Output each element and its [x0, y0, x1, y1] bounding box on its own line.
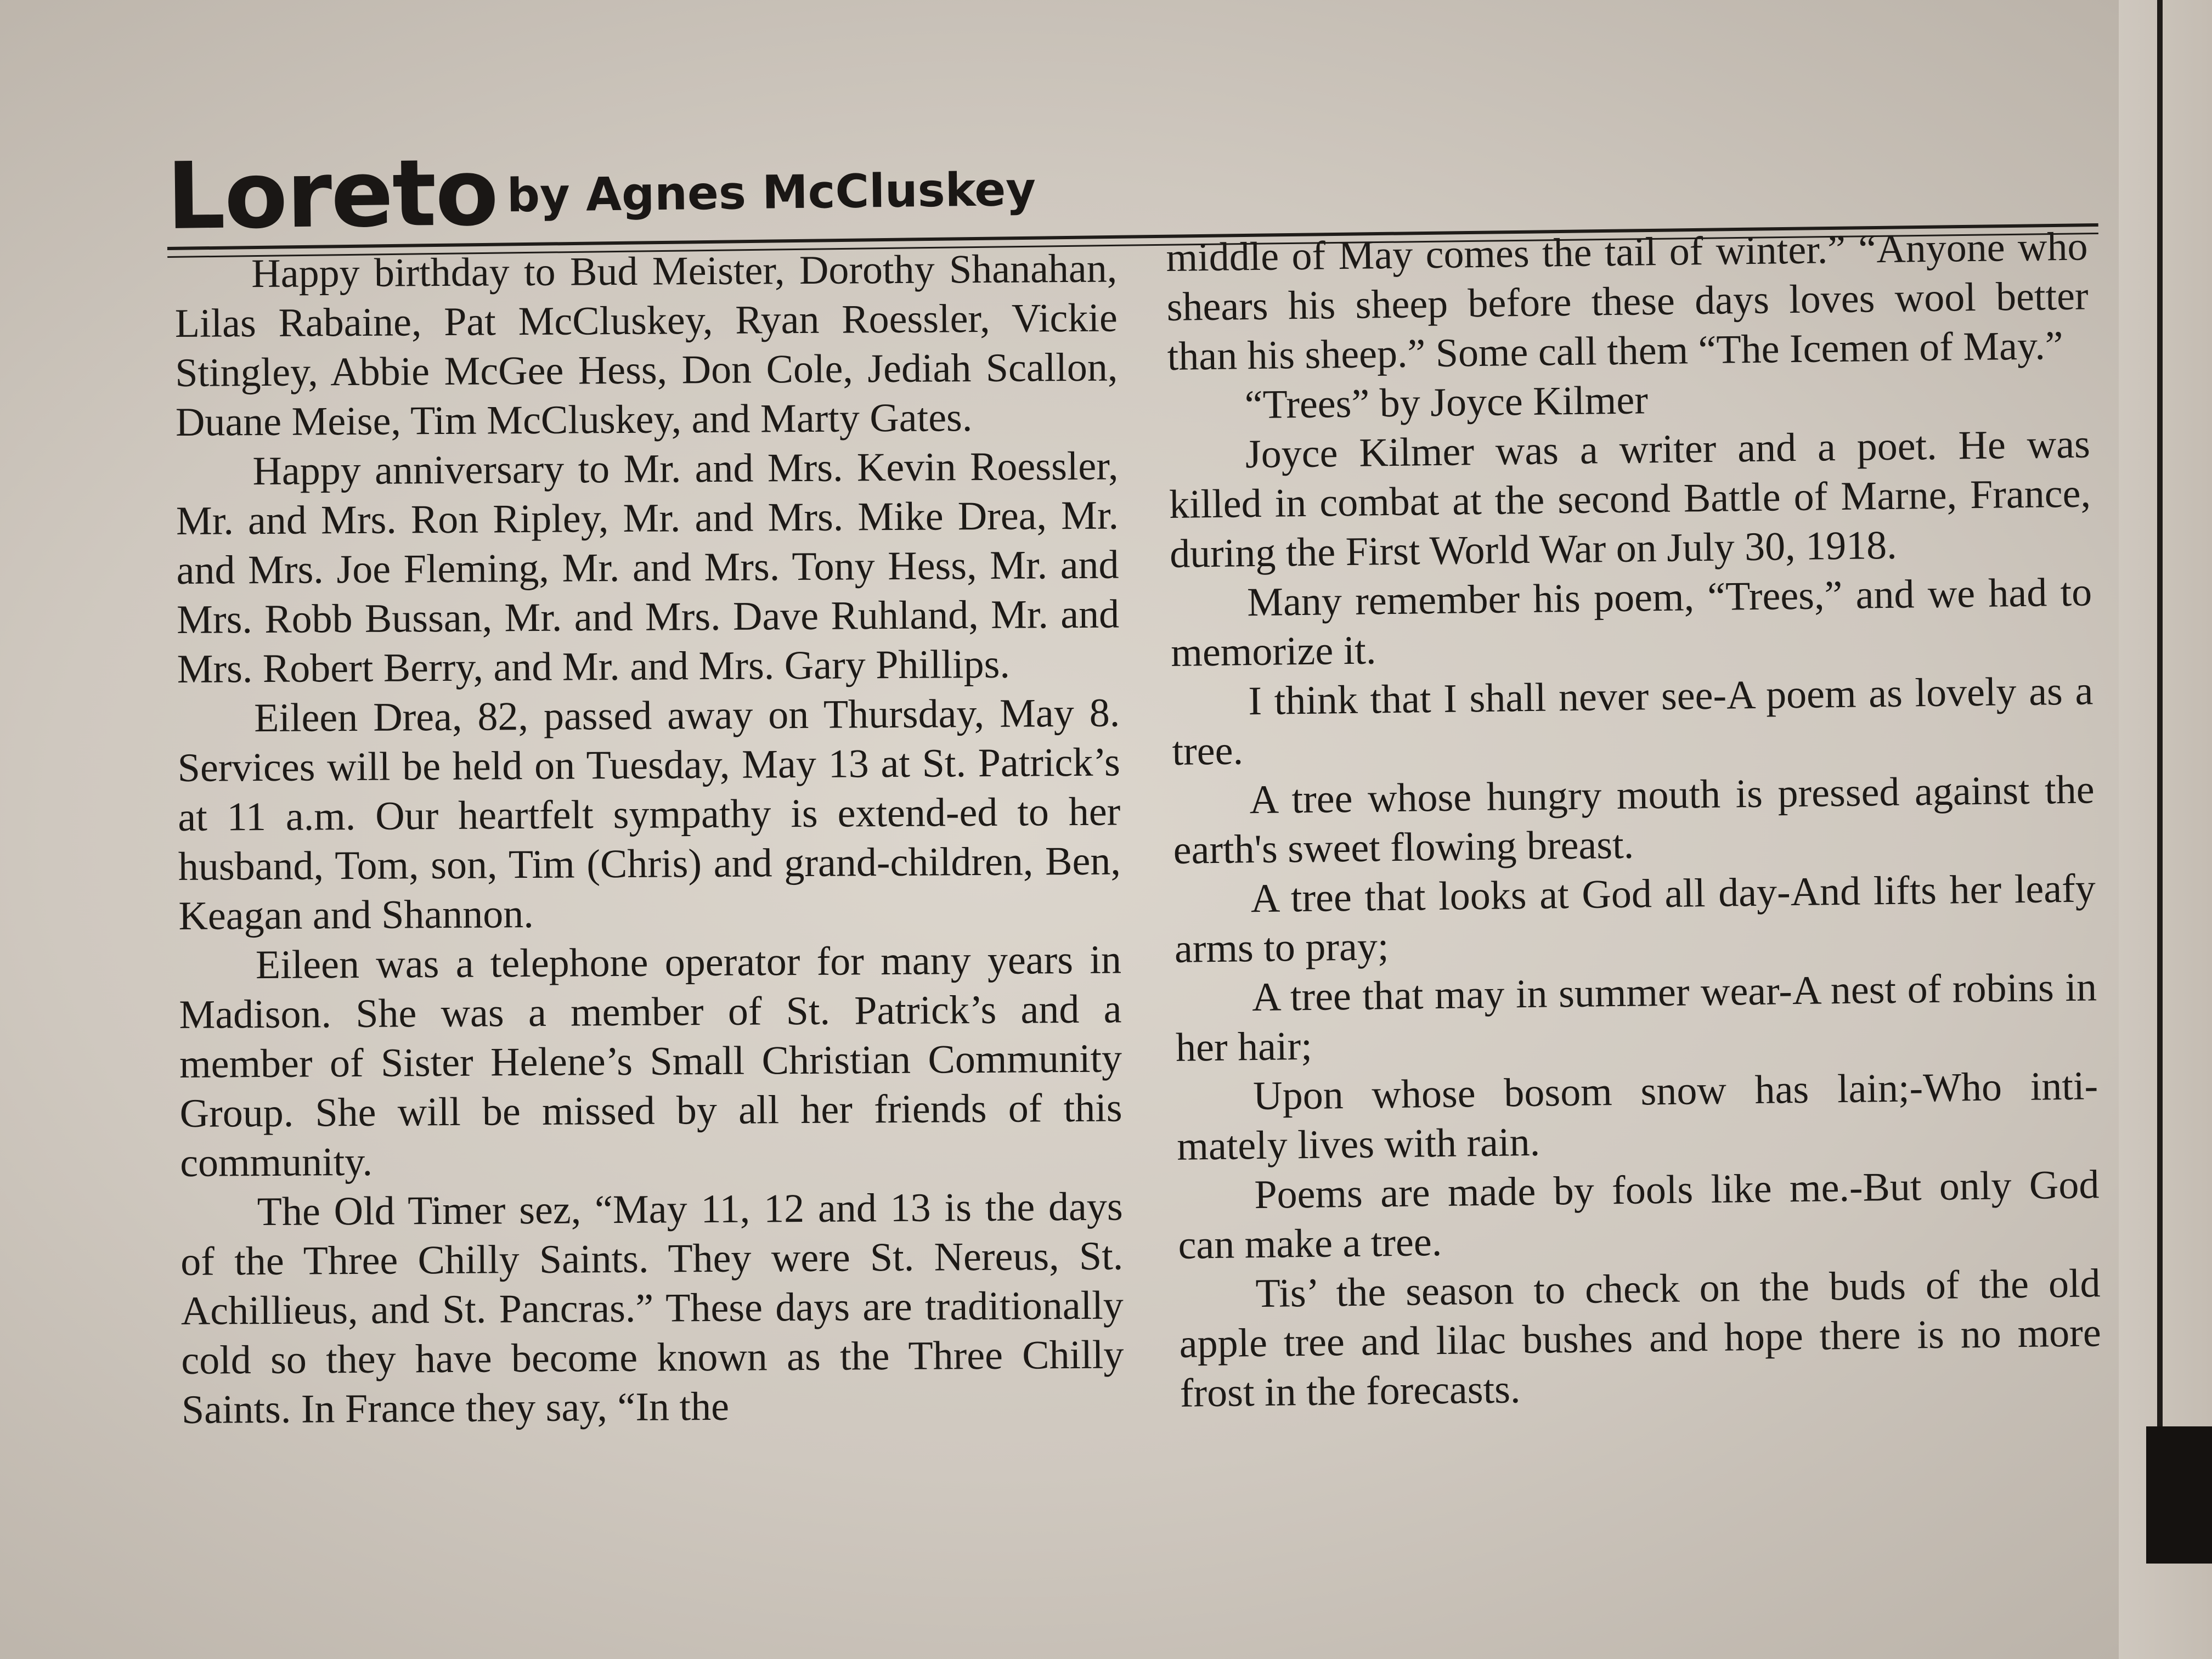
poem-line: A tree that may in summer wear-A nest of robins in her hair;	[1175, 964, 2097, 1070]
poem-line: A tree that looks at God all day-And lifts her leafy arms to pray;	[1174, 866, 2096, 972]
article-byline: by Agnes McCluskey	[506, 162, 1036, 223]
article-column-left	[174, 244, 1124, 1435]
paragraph-birthdays: Happy birthday to Bud Meister, Dorothy Shanahan, Lilas Rabaine, Pat McCluskey, Ryan Roessler, Vickie Stingley, Abbie McGee Hess, Don Cole, Jediah Scallon, Duane Meise, Tim McCluskey, and Marty Gates.	[174, 246, 1118, 445]
article-title: Loreto	[166, 138, 498, 250]
adjacent-black-block	[2146, 1426, 2212, 1564]
paragraph-old-timer: The Old Timer sez, “May 11, 12 and 13 is the days of the Three Chilly Saints. They were St. Nereus, St. Achillieus, and St. Pancras.” These days are traditionally cold so they have become known as the Three Chilly Saints. In France they say, “In the	[180, 1184, 1124, 1432]
article-column-right	[1166, 222, 2102, 1418]
poem-line: Upon whose bosom snow has lain;-Who inti-mately lives with rain.	[1176, 1063, 2098, 1169]
paragraph-continuation: middle of May comes the tail of winter.” “Anyone who shears his sheep before these days loves wool better than his sheep.” Some call them “The Icemen of May.”	[1166, 224, 2089, 379]
paragraph-trees-heading: “Trees” by Joyce Kilmer	[1244, 377, 1649, 428]
paragraph-kilmer-bio: Joyce Kilmer was a writer and a poet. He was killed in combat at the second Battle of Marne, France, during the First World War on July 30, 1918.	[1169, 421, 2091, 577]
poem-line: Poems are made by fools like me.-But only God can make a tree.	[1178, 1162, 2100, 1268]
paragraph-obituary: Eileen Drea, 82, passed away on Thursday, May 8. Services will be held on Tuesday, May 13 at St. Patrick’s at 11 a.m. Our heartfelt sympathy is extend-ed to her husband, Tom, son, Tim (Chris) and grand-children, Ben, Keagan and Shannon.	[177, 690, 1121, 939]
paragraph-season: Tis’ the season to check on the buds of the old apple tree and lilac bushes and hope there is no more frost in the forecasts.	[1179, 1261, 2102, 1416]
paragraph-memorize: Many remember his poem, “Trees,” and we had to memorize it.	[1170, 569, 2092, 675]
poem-line: A tree whose hungry mouth is pressed against the earth's sweet flowing breast.	[1173, 767, 2095, 873]
column-divider-rule	[2157, 0, 2163, 1564]
poem-line: I think that I shall never see-A poem as lovely as a tree.	[1172, 668, 2094, 774]
paragraph-obituary-details: Eileen was a telephone operator for many years in Madison. She was a member of St. Patrick’s and a member of Sister Helene’s Small Christian Community Group. She will be missed by all her friends of this community.	[179, 937, 1122, 1186]
paragraph-anniversaries: Happy anniversary to Mr. and Mrs. Kevin Roessler, Mr. and Mrs. Ron Ripley, Mr. and Mrs. Mike Drea, Mr. and Mrs. Joe Fleming, Mr. and Mrs. Tony Hess, Mr. and Mrs. Robb Bussan, Mr. and Mrs. Dave Ruhland, Mr. and Mrs. Robert Berry, and Mr. and Mrs. Gary Phillips.	[176, 443, 1120, 692]
paper-edge	[2119, 0, 2212, 1659]
